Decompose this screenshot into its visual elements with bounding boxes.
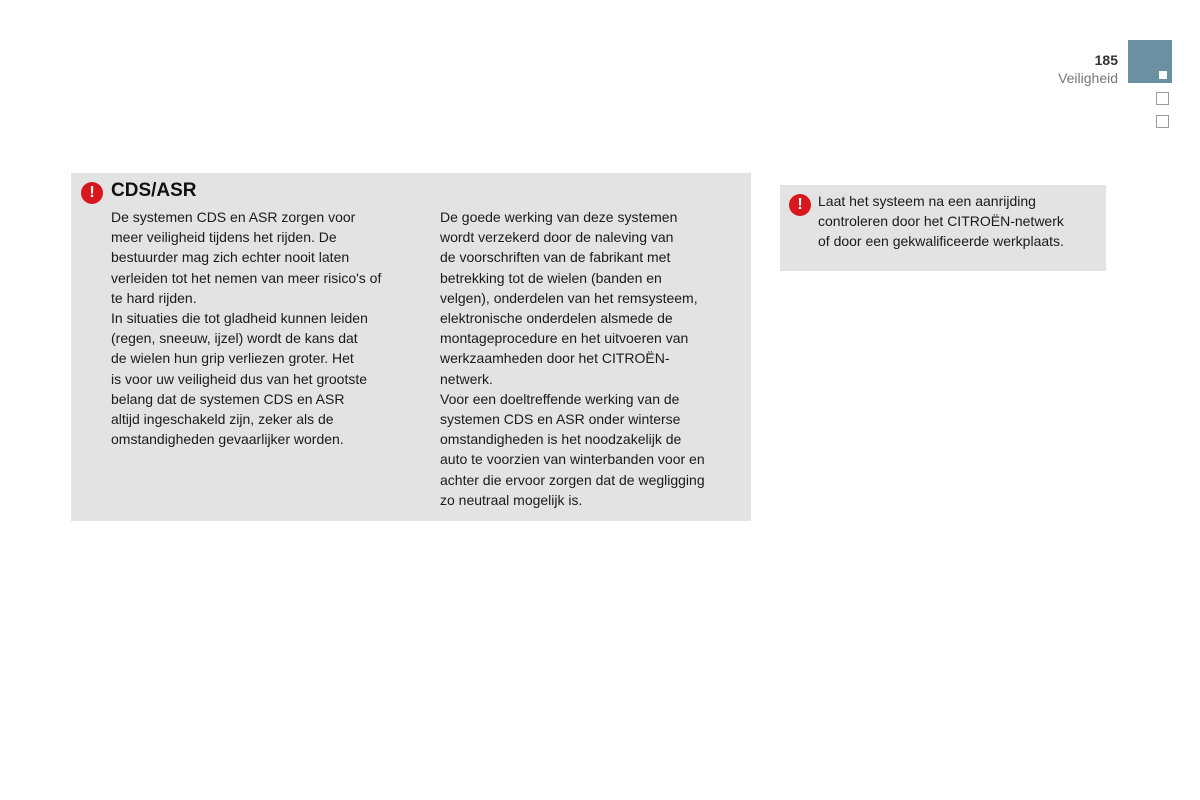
right-column-text: De goede werking van deze systemen wordt verzekerd door de naleving van de voorschriften van de fabrikant met betrekking tot de wielen (banden en velgen), onderdelen van het remsysteem, elektronische onderdelen alsmede de montageprocedure en het uitvoeren van werkzaamheden door het CITROËN- netwerk. Voor een doeltreffende werking van de systemen CDS en ASR onder winterse omstandigheden is het noodzakelijk de auto te voorzien van winterbanden voor en achter die ervoor zorgen dat de wegligging zo neutraal mogelijk is.: [440, 209, 705, 508]
chapter-tab-empty-2: [1156, 115, 1169, 128]
warning-icon: !: [81, 182, 103, 204]
chapter-tab-empty-1: [1156, 92, 1169, 105]
side-warning-box: [780, 185, 1106, 271]
page-number: 185: [1094, 52, 1118, 68]
chapter-tab: [1128, 40, 1172, 83]
cds-asr-info-box: [71, 173, 751, 521]
box-title: CDS/ASR: [111, 180, 197, 201]
left-column-text: De systemen CDS en ASR zorgen voor meer veiligheid tijdens het rijden. De bestuurder mag zich echter nooit laten verleiden tot het nemen van meer risico's of te hard rijden. In situaties die tot gladheid kunnen leiden (regen, sneeuw, ijzel) wordt de kans dat de wielen hun grip verliezen groter. Het is voor uw veiligheid dus van het grootste belang dat de systemen CDS en ASR altijd ingeschakeld zijn, zeker als de omstandigheden gevaarlijker worden.: [111, 209, 382, 448]
warning-icon: !: [789, 194, 811, 216]
side-warning-text: Laat het systeem na een aanrijding controleren door het CITROËN-netwerk of door een gekwalificeerde werkplaats.: [818, 193, 1064, 250]
chapter-tab-marker: [1159, 71, 1167, 79]
section-title: Veiligheid: [1058, 70, 1118, 86]
